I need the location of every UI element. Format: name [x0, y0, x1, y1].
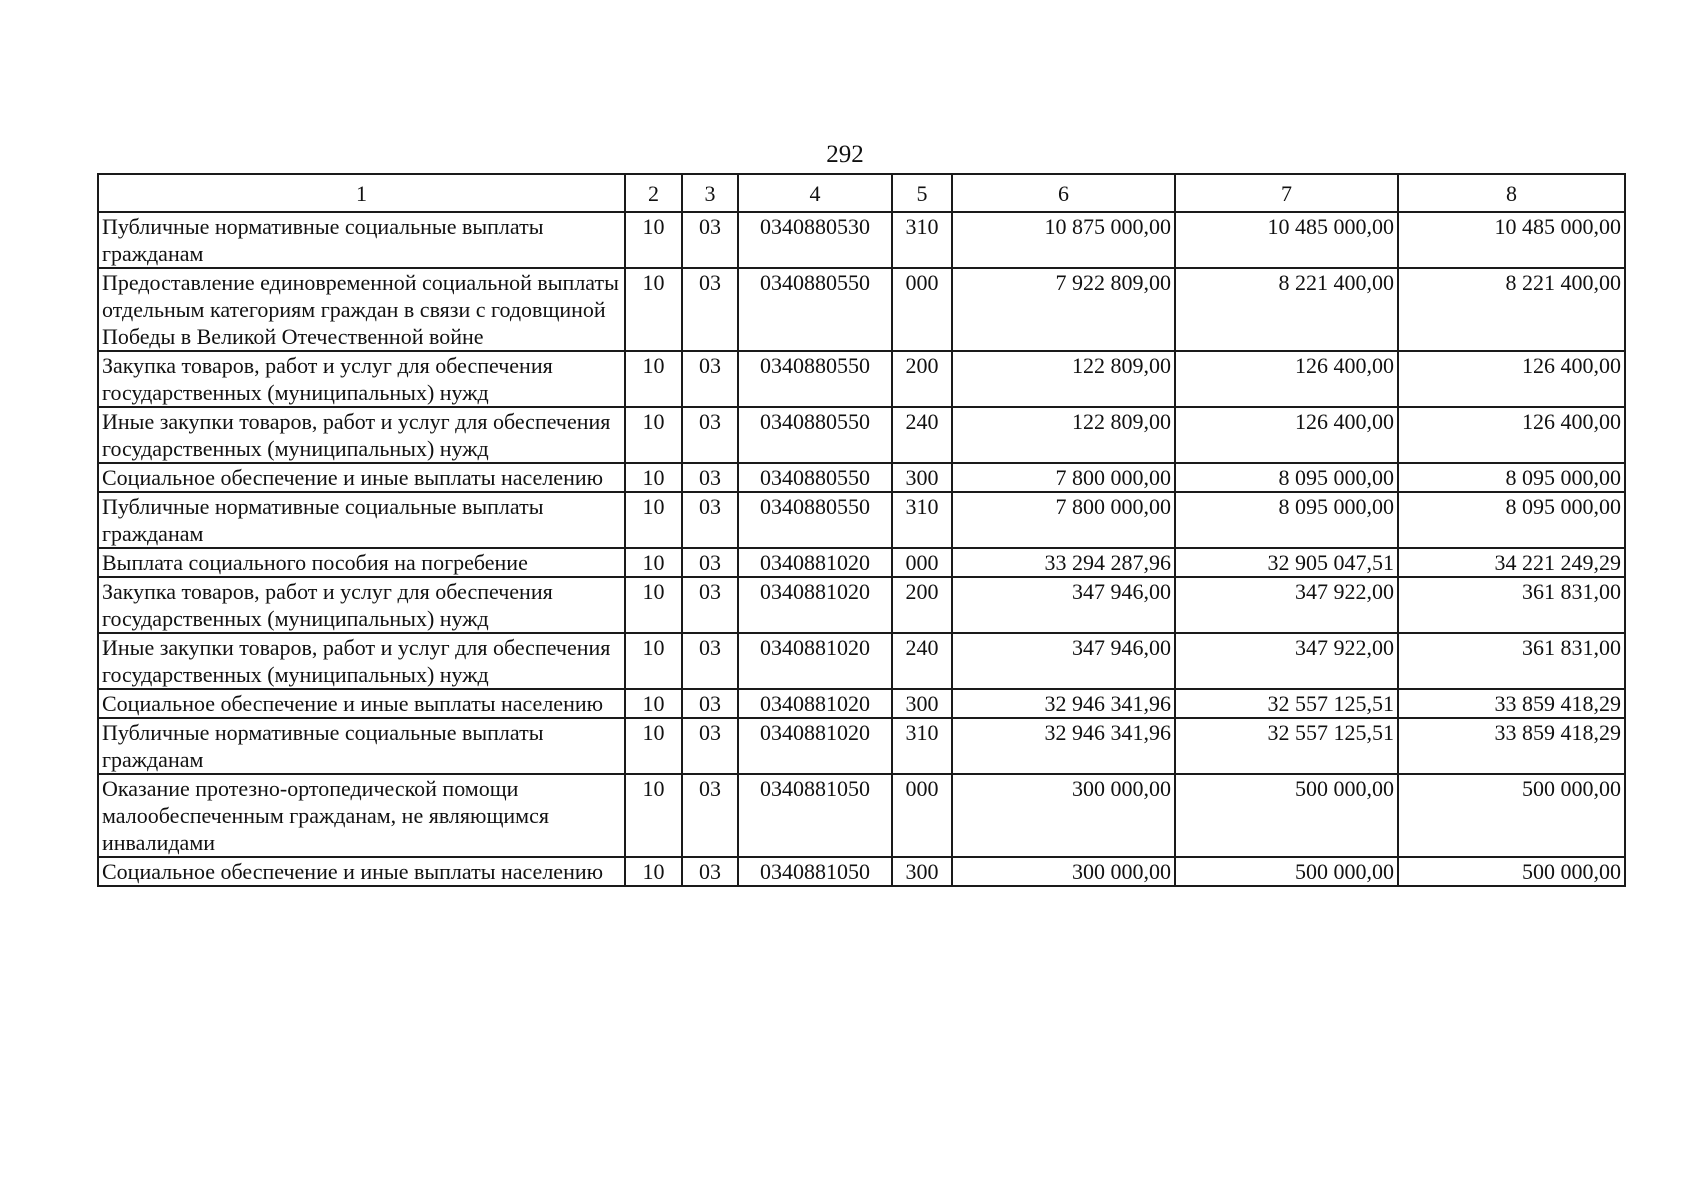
budget-table: [97, 173, 1626, 887]
row-name: Публичные нормативные социальные выплаты гражданам: [98, 492, 625, 548]
subsection-code: 03: [682, 351, 738, 407]
expense-type-code: 000: [892, 774, 952, 857]
amount-col-8: 126 400,00: [1398, 407, 1625, 463]
target-article-code: 0340881020: [738, 633, 892, 689]
subsection-code: 03: [682, 577, 738, 633]
expense-type-code: 310: [892, 212, 952, 268]
row-name: Закупка товаров, работ и услуг для обеспечения государственных (муниципальных) нужд: [98, 351, 625, 407]
subsection-code: 03: [682, 212, 738, 268]
amount-col-7: 32 905 047,51: [1175, 548, 1398, 577]
table-row: [98, 492, 1625, 548]
expense-type-code: 240: [892, 633, 952, 689]
amount-col-6: 10 875 000,00: [952, 212, 1175, 268]
amount-col-8: 361 831,00: [1398, 633, 1625, 689]
target-article-code: 0340881020: [738, 548, 892, 577]
amount-col-8: 500 000,00: [1398, 857, 1625, 886]
subsection-code: 03: [682, 718, 738, 774]
table-row: [98, 351, 1625, 407]
section-code: 10: [625, 492, 682, 548]
amount-col-7: 32 557 125,51: [1175, 718, 1398, 774]
amount-col-6: 122 809,00: [952, 351, 1175, 407]
row-name: Публичные нормативные социальные выплаты гражданам: [98, 718, 625, 774]
amount-col-7: 126 400,00: [1175, 351, 1398, 407]
row-name: Закупка товаров, работ и услуг для обеспечения государственных (муниципальных) нужд: [98, 577, 625, 633]
table-body: [98, 212, 1625, 886]
section-code: 10: [625, 857, 682, 886]
subsection-code: 03: [682, 857, 738, 886]
amount-col-6: 300 000,00: [952, 774, 1175, 857]
subsection-code: 03: [682, 492, 738, 548]
section-code: 10: [625, 463, 682, 492]
target-article-code: 0340881020: [738, 577, 892, 633]
table-header: [98, 174, 1625, 212]
table-row: [98, 633, 1625, 689]
table-row: [98, 577, 1625, 633]
amount-col-6: 122 809,00: [952, 407, 1175, 463]
amount-col-7: 500 000,00: [1175, 774, 1398, 857]
amount-col-6: 300 000,00: [952, 857, 1175, 886]
column-header: 4: [738, 174, 892, 212]
table-row: [98, 268, 1625, 351]
section-code: 10: [625, 351, 682, 407]
amount-col-6: 32 946 341,96: [952, 689, 1175, 718]
table-row: [98, 689, 1625, 718]
target-article-code: 0340880550: [738, 463, 892, 492]
amount-col-6: 347 946,00: [952, 577, 1175, 633]
page-number: 292: [826, 141, 864, 168]
expense-type-code: 300: [892, 857, 952, 886]
amount-col-7: 347 922,00: [1175, 633, 1398, 689]
row-name: Публичные нормативные социальные выплаты гражданам: [98, 212, 625, 268]
expense-type-code: 240: [892, 407, 952, 463]
expense-type-code: 310: [892, 492, 952, 548]
section-code: 10: [625, 212, 682, 268]
column-header: 8: [1398, 174, 1625, 212]
column-header: 7: [1175, 174, 1398, 212]
amount-col-8: 8 095 000,00: [1398, 463, 1625, 492]
amount-col-7: 500 000,00: [1175, 857, 1398, 886]
section-code: 10: [625, 718, 682, 774]
amount-col-6: 33 294 287,96: [952, 548, 1175, 577]
amount-col-7: 347 922,00: [1175, 577, 1398, 633]
table-row: [98, 407, 1625, 463]
amount-col-7: 8 095 000,00: [1175, 463, 1398, 492]
expense-type-code: 310: [892, 718, 952, 774]
target-article-code: 0340880550: [738, 268, 892, 351]
expense-type-code: 300: [892, 463, 952, 492]
row-name: Предоставление единовременной социальной выплаты отдельным категориям граждан в связи с годовщиной Победы в Великой Отечественной войне: [98, 268, 625, 351]
section-code: 10: [625, 268, 682, 351]
row-name: Социальное обеспечение и иные выплаты населению: [98, 463, 625, 492]
expense-type-code: 200: [892, 577, 952, 633]
table-row: [98, 212, 1625, 268]
section-code: 10: [625, 774, 682, 857]
row-name: Иные закупки товаров, работ и услуг для обеспечения государственных (муниципальных) нужд: [98, 407, 625, 463]
column-header: 2: [625, 174, 682, 212]
amount-col-7: 8 221 400,00: [1175, 268, 1398, 351]
target-article-code: 0340880550: [738, 351, 892, 407]
amount-col-6: 347 946,00: [952, 633, 1175, 689]
amount-col-8: 126 400,00: [1398, 351, 1625, 407]
amount-col-7: 32 557 125,51: [1175, 689, 1398, 718]
target-article-code: 0340880530: [738, 212, 892, 268]
expense-type-code: 000: [892, 268, 952, 351]
section-code: 10: [625, 633, 682, 689]
amount-col-8: 500 000,00: [1398, 774, 1625, 857]
amount-col-6: 32 946 341,96: [952, 718, 1175, 774]
target-article-code: 0340881050: [738, 857, 892, 886]
section-code: 10: [625, 689, 682, 718]
amount-col-6: 7 800 000,00: [952, 463, 1175, 492]
expense-type-code: 200: [892, 351, 952, 407]
table-row: [98, 718, 1625, 774]
amount-col-8: 34 221 249,29: [1398, 548, 1625, 577]
column-header: 3: [682, 174, 738, 212]
amount-col-8: 8 095 000,00: [1398, 492, 1625, 548]
target-article-code: 0340880550: [738, 492, 892, 548]
subsection-code: 03: [682, 774, 738, 857]
column-header: 1: [98, 174, 625, 212]
subsection-code: 03: [682, 407, 738, 463]
target-article-code: 0340880550: [738, 407, 892, 463]
amount-col-8: 10 485 000,00: [1398, 212, 1625, 268]
row-name: Оказание протезно-ортопедической помощи малообеспеченным гражданам, не являющимся инвалидами: [98, 774, 625, 857]
table-row: [98, 857, 1625, 886]
column-header: 6: [952, 174, 1175, 212]
row-name: Выплата социального пособия на погребение: [98, 548, 625, 577]
amount-col-8: 33 859 418,29: [1398, 718, 1625, 774]
amount-col-6: 7 922 809,00: [952, 268, 1175, 351]
column-header: 5: [892, 174, 952, 212]
amount-col-8: 33 859 418,29: [1398, 689, 1625, 718]
amount-col-7: 10 485 000,00: [1175, 212, 1398, 268]
row-name: Социальное обеспечение и иные выплаты населению: [98, 857, 625, 886]
expense-type-code: 000: [892, 548, 952, 577]
table-row: [98, 548, 1625, 577]
subsection-code: 03: [682, 463, 738, 492]
row-name: Иные закупки товаров, работ и услуг для обеспечения государственных (муниципальных) нужд: [98, 633, 625, 689]
table-row: [98, 463, 1625, 492]
subsection-code: 03: [682, 689, 738, 718]
subsection-code: 03: [682, 268, 738, 351]
amount-col-8: 361 831,00: [1398, 577, 1625, 633]
header-row: [98, 174, 1625, 212]
amount-col-7: 8 095 000,00: [1175, 492, 1398, 548]
target-article-code: 0340881020: [738, 718, 892, 774]
target-article-code: 0340881020: [738, 689, 892, 718]
subsection-code: 03: [682, 548, 738, 577]
section-code: 10: [625, 407, 682, 463]
amount-col-8: 8 221 400,00: [1398, 268, 1625, 351]
target-article-code: 0340881050: [738, 774, 892, 857]
table-row: [98, 774, 1625, 857]
amount-col-6: 7 800 000,00: [952, 492, 1175, 548]
expense-type-code: 300: [892, 689, 952, 718]
row-name: Социальное обеспечение и иные выплаты населению: [98, 689, 625, 718]
section-code: 10: [625, 577, 682, 633]
subsection-code: 03: [682, 633, 738, 689]
amount-col-7: 126 400,00: [1175, 407, 1398, 463]
section-code: 10: [625, 548, 682, 577]
